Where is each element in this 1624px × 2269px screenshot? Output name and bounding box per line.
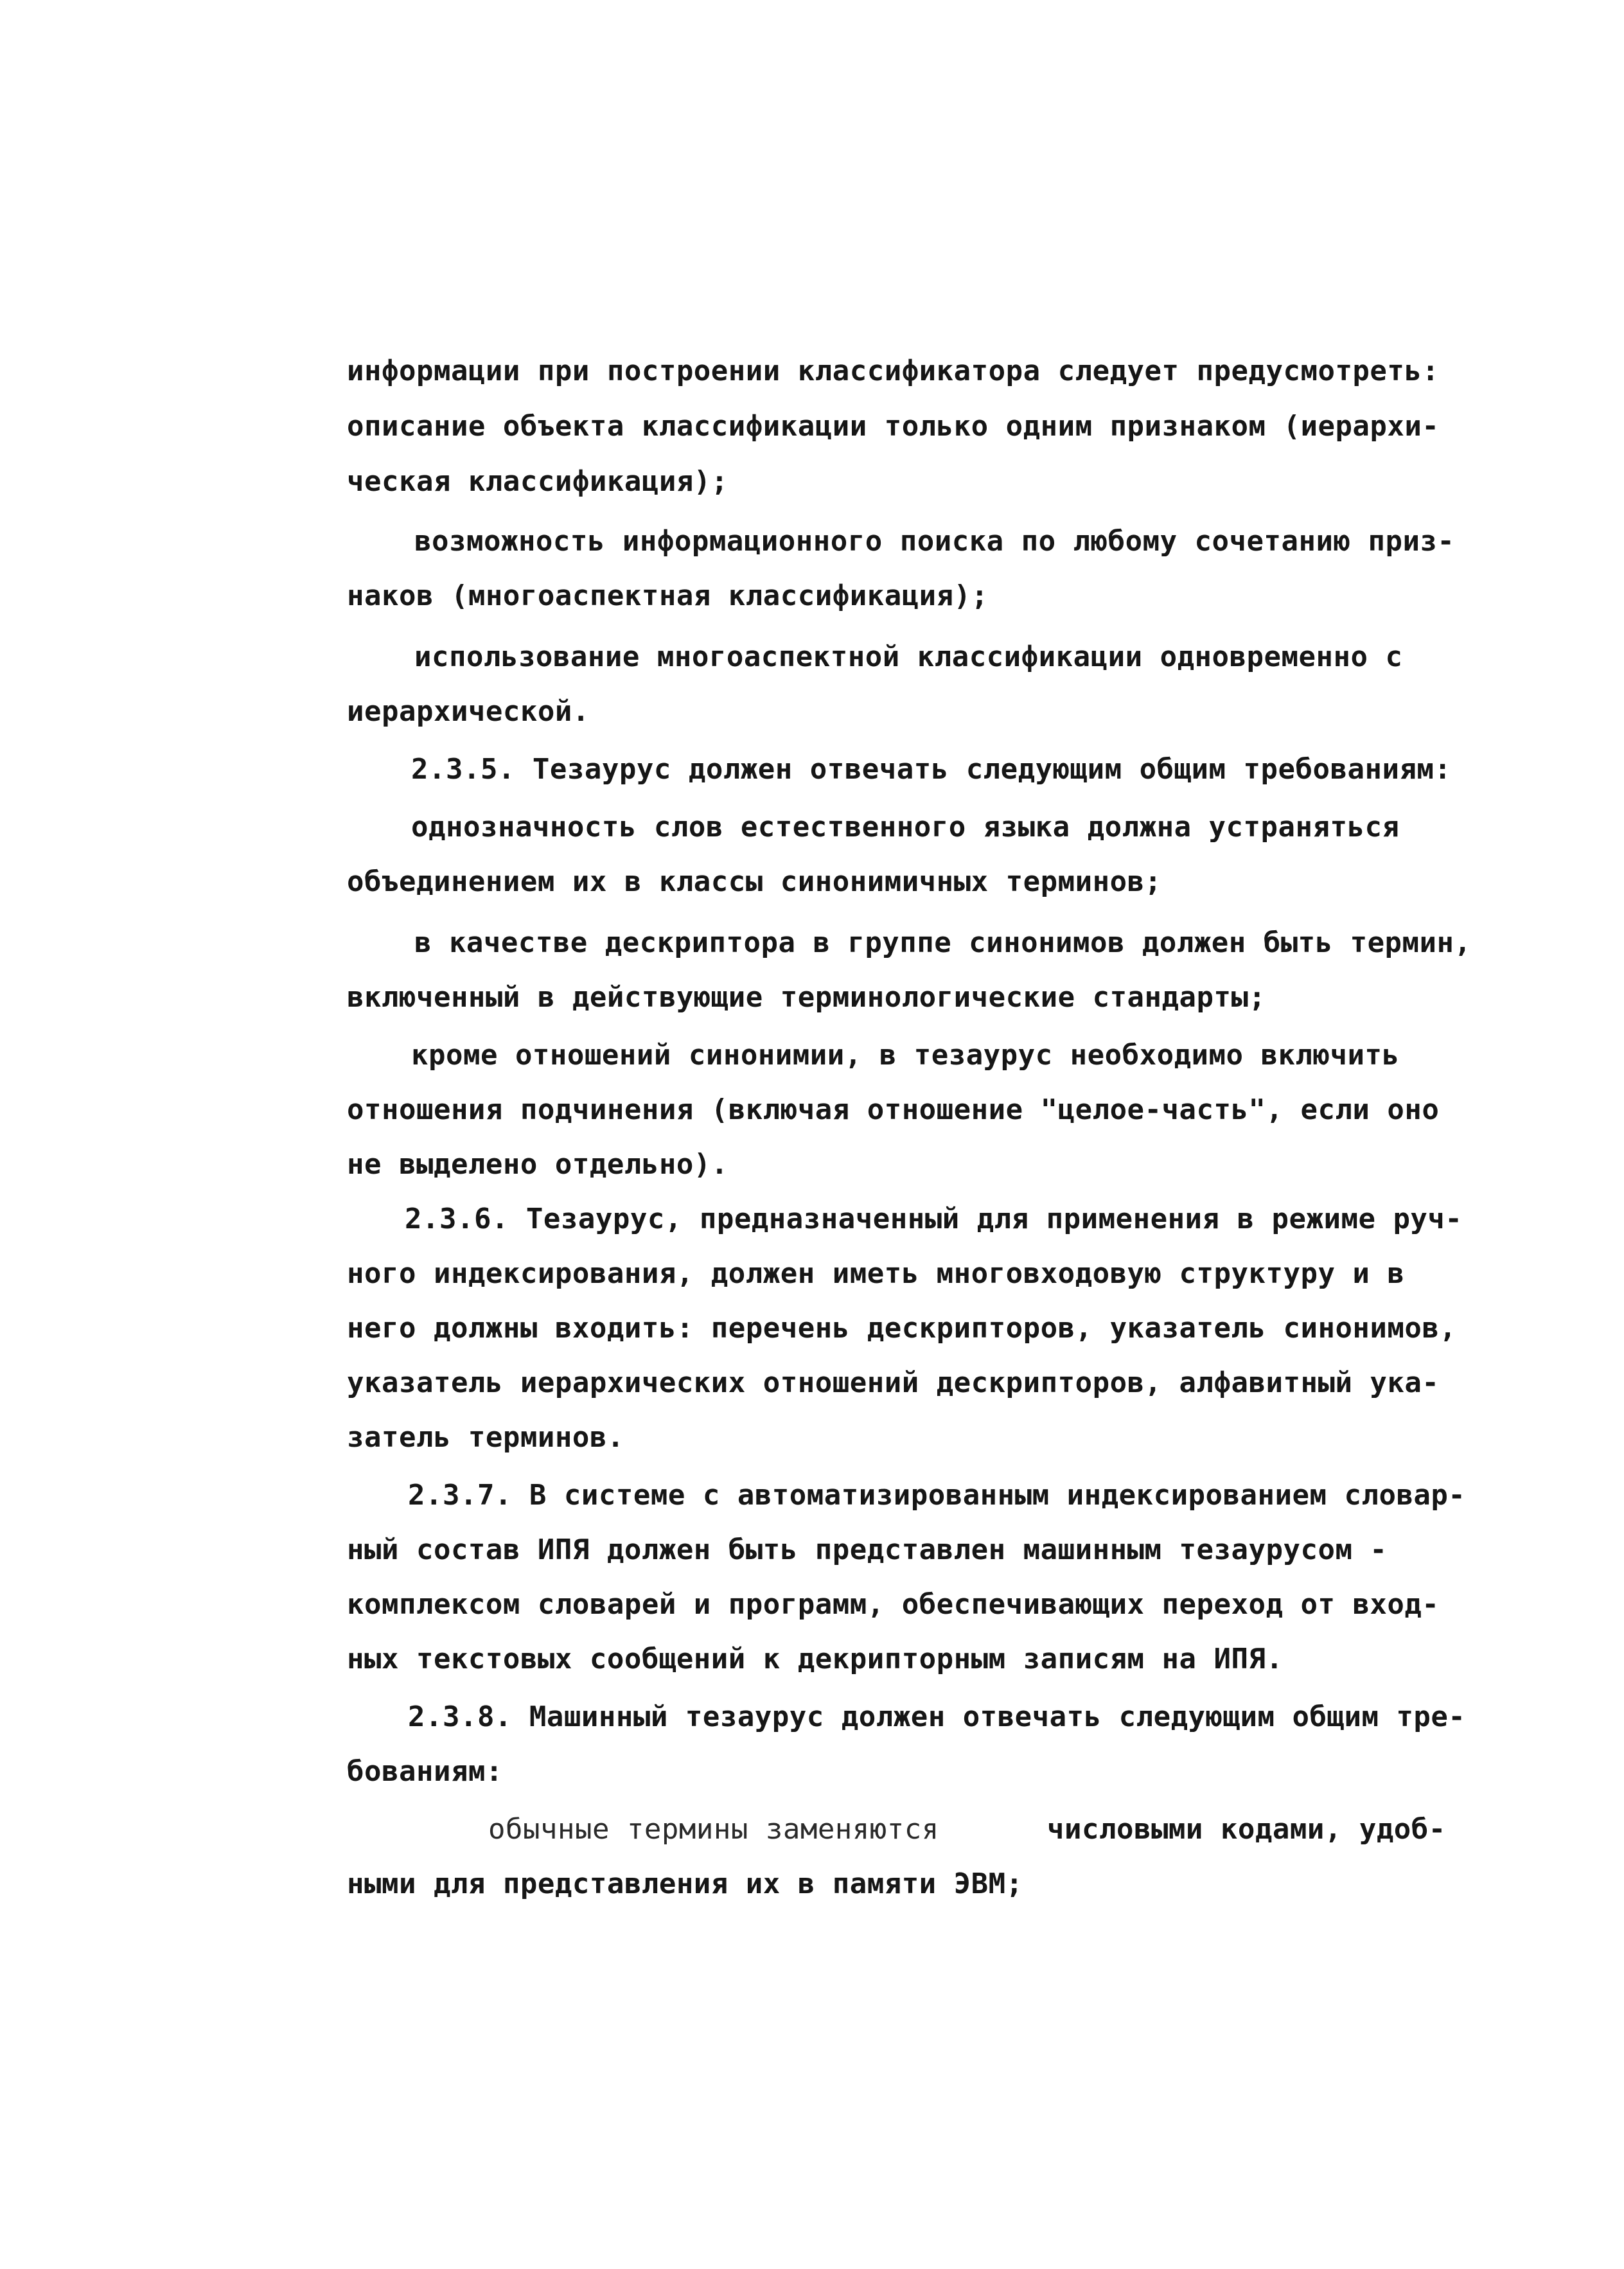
text-line: включенный в действующие терминологические стандарты; (347, 981, 1266, 1014)
text-line: кроме отношений синонимии, в тезаурус необходимо включить (411, 1039, 1400, 1072)
text-line: него должны входить: перечень дескрипторов, указатель синонимов, (347, 1312, 1457, 1345)
text-line: ных текстовых сообщений к декрипторным записям на ИПЯ. (347, 1643, 1284, 1675)
section-heading-2-3-6: 2.3.6. Тезаурус, предназначенный для применения в режиме руч- (405, 1203, 1463, 1235)
text-line: ного индексирования, должен иметь многовходовую структуру и в (347, 1257, 1405, 1290)
text-line: объединением их в классы синонимичных терминов; (347, 865, 1162, 898)
text-line: возможность информационного поиска по любому сочетанию приз- (414, 525, 1455, 558)
text-line: ными для представления их в памяти ЭВМ; (347, 1867, 1023, 1900)
text-line: бованиям: (347, 1755, 503, 1788)
text-line: иерархической. (347, 695, 590, 728)
text-line: комплексом словарей и программ, обеспечивающих переход от вход- (347, 1588, 1440, 1621)
section-heading-2-3-8: 2.3.8. Машинный тезаурус должен отвечать следующим общим тре- (408, 1700, 1466, 1733)
text-line-faint: обычные термины заменяются (488, 1813, 939, 1846)
text-line: затель терминов. (347, 1421, 624, 1454)
text-line: не выделено отдельно). (347, 1148, 728, 1181)
text-line: в качестве дескриптора в группе синонимов должен быть термин, (414, 926, 1472, 959)
text-line: наков (многоаспектная классификация); (347, 579, 989, 612)
text-line: указатель иерархических отношений дескрипторов, алфавитный ука- (347, 1366, 1440, 1399)
text-line: ческая классификация); (347, 465, 728, 498)
section-heading-2-3-5: 2.3.5. Тезаурус должен отвечать следующим общим требованиям: (411, 753, 1452, 786)
text-line: информации при построении классификатора следует предусмотреть: (347, 355, 1440, 387)
text-line: использование многоаспектной классификации одновременно с (414, 640, 1403, 673)
section-heading-2-3-7: 2.3.7. В системе с автоматизированным индексированием словар- (408, 1479, 1466, 1512)
text-line: отношения подчинения (включая отношение "целое-часть", если оно (347, 1093, 1440, 1126)
text-line: числовыми кодами, удоб- (1047, 1813, 1446, 1846)
text-line: описание объекта классификации только одним признаком (иерархи- (347, 410, 1440, 443)
text-line: ный состав ИПЯ должен быть представлен машинным тезаурусом - (347, 1533, 1388, 1566)
text-line: однозначность слов естественного языка должна устраняться (411, 811, 1400, 843)
